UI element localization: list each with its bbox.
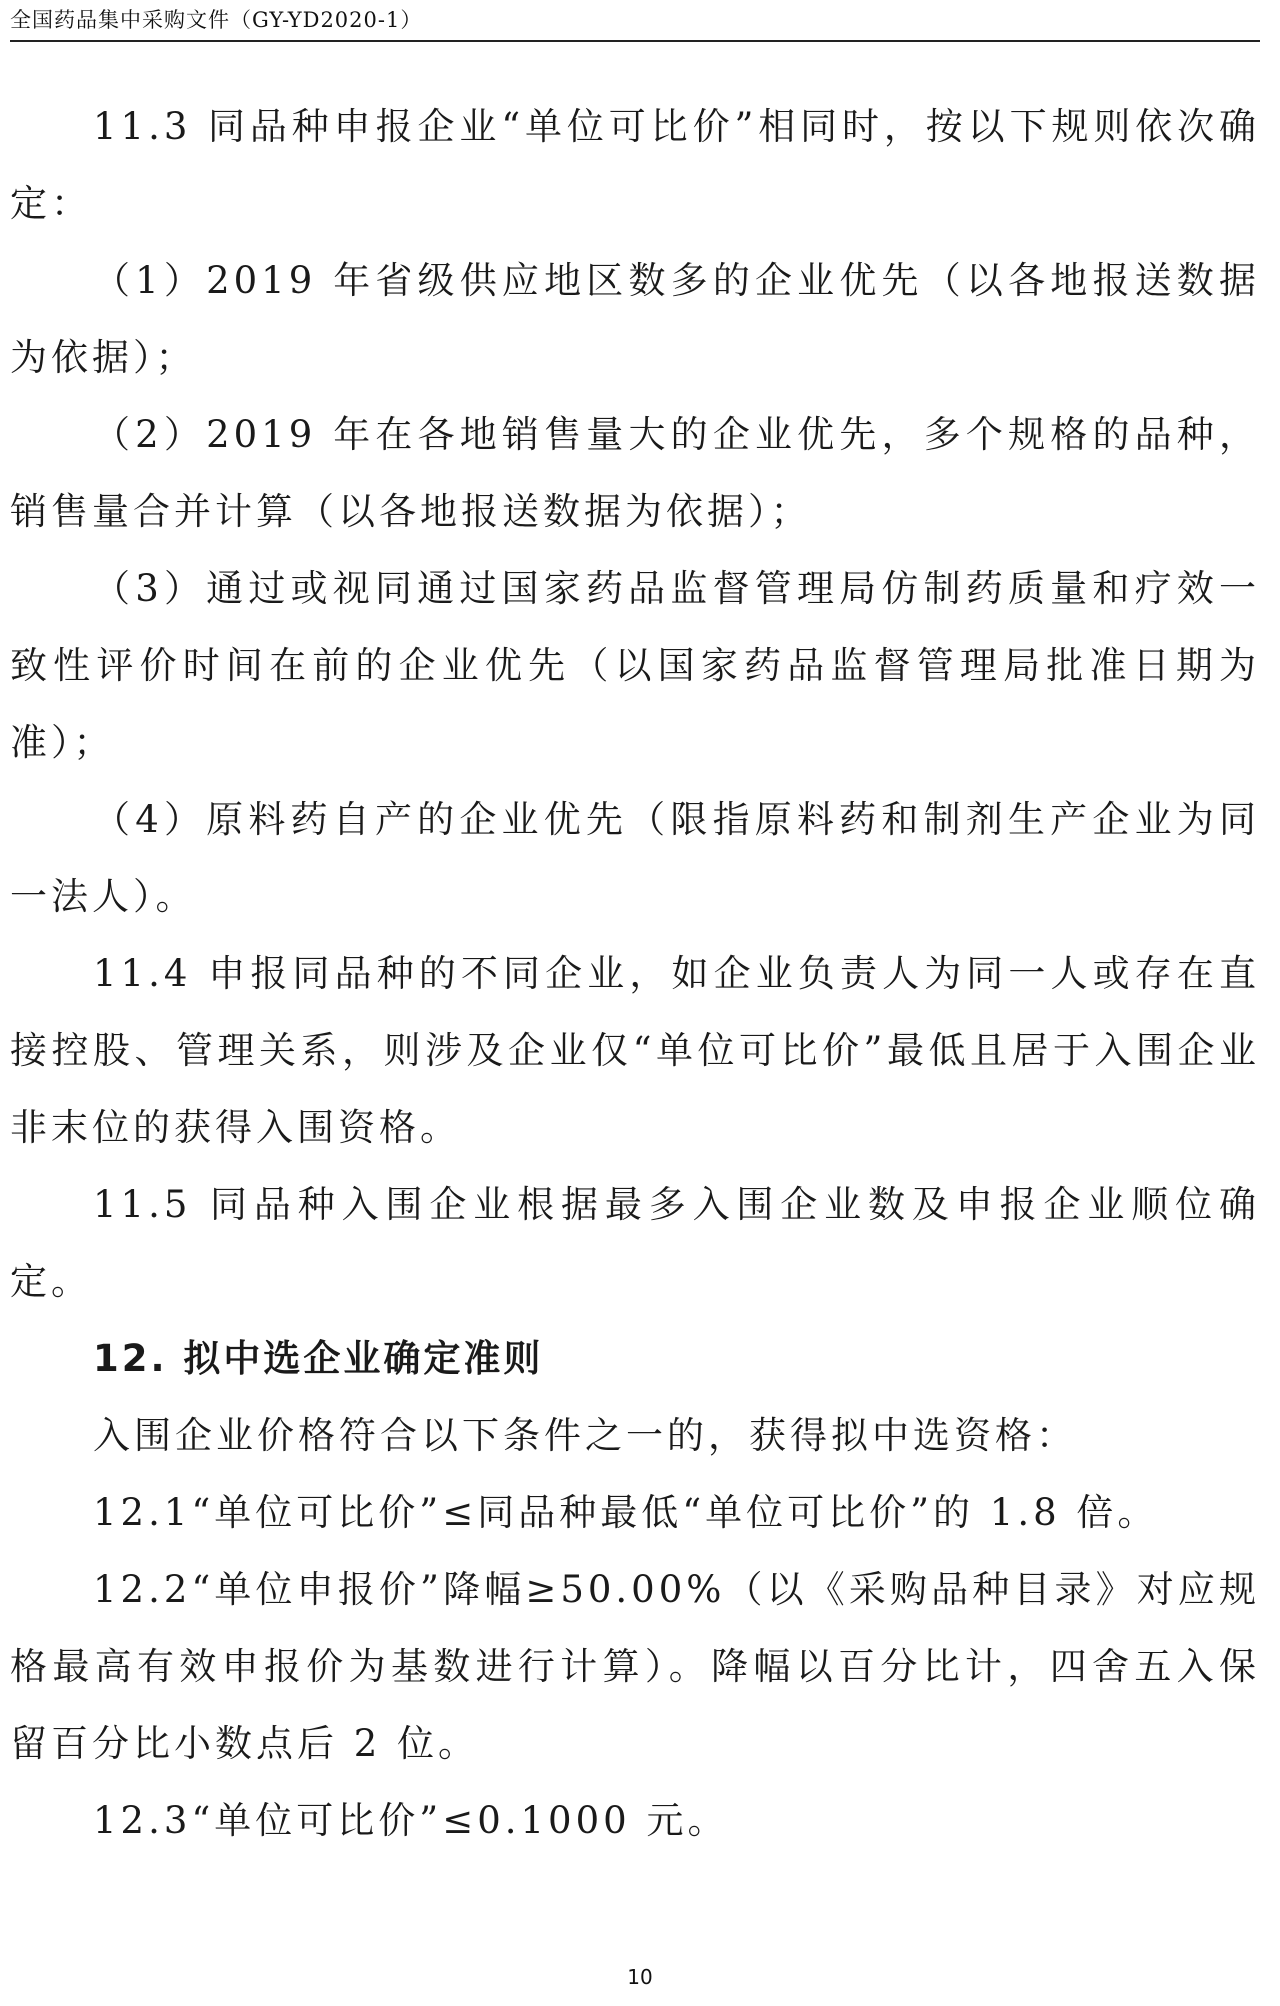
paragraph-12-1: 12.1“单位可比价”≤同品种最低“单位可比价”的 1.8 倍。 bbox=[93, 1491, 1159, 1534]
paragraph-11-3-rule-3: （3）通过或视同通过国家药品监督管理局仿制药质量和疗效一致性评价时间在前的企业优先（以国家药品监督管理局批准日期为准）； bbox=[10, 567, 1260, 764]
paragraph-11-3: 11.3 同品种申报企业“单位可比价”相同时，按以下规则依次确定： bbox=[10, 105, 1260, 225]
paragraph-11-3-rule-1: （1）2019 年省级供应地区数多的企业优先（以各地报送数据为依据）； bbox=[10, 259, 1260, 379]
paragraph-11-3-rule-2: （2）2019 年在各地销售量大的企业优先，多个规格的品种，销售量合并计算（以各地报送数据为依据）； bbox=[10, 413, 1260, 533]
paragraph-12-intro: 入围企业价格符合以下条件之一的，获得拟中选资格： bbox=[93, 1414, 1077, 1457]
paragraph-12-2: 12.2“单位申报价”降幅≥50.00%（以《采购品种目录》对应规格最高有效申报价为基数进行计算）。降幅以百分比计，四舍五入保留百分比小数点后 2 位。 bbox=[10, 1568, 1260, 1765]
document-body bbox=[10, 88, 1260, 1859]
paragraph-11-3-rule-4: （4）原料药自产的企业优先（限指原料药和制剂生产企业为同一法人）。 bbox=[10, 798, 1260, 918]
header-divider bbox=[10, 40, 1260, 42]
document-header-title: 全国药品集中采购文件（GY-YD2020-1） bbox=[10, 8, 423, 32]
section-heading-12: 12. 拟中选企业确定准则 bbox=[93, 1337, 544, 1380]
paragraph-11-4: 11.4 申报同品种的不同企业，如企业负责人为同一人或存在直接控股、管理关系，则涉及企业仅“单位可比价”最低且居于入围企业非末位的获得入围资格。 bbox=[10, 952, 1260, 1149]
paragraph-12-3: 12.3“单位可比价”≤0.1000 元。 bbox=[93, 1799, 729, 1842]
paragraph-11-5: 11.5 同品种入围企业根据最多入围企业数及申报企业顺位确定。 bbox=[10, 1183, 1260, 1303]
page-number: 10 bbox=[627, 1965, 653, 1989]
